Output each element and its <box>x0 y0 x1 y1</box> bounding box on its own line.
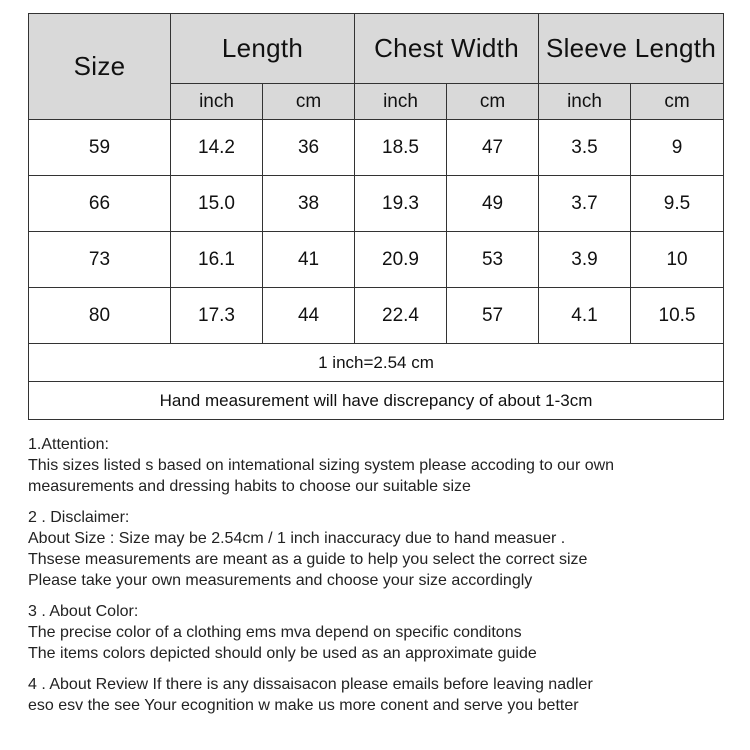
review-line: eso esv the see Your ecognition w make us more conent and serve you better <box>28 697 579 714</box>
unit-cell: inch <box>355 84 447 120</box>
unit-cell: inch <box>171 84 263 120</box>
size-cell: 59 <box>29 120 171 176</box>
unit-cell: cm <box>447 84 539 120</box>
header-sleeve-length: Sleeve Length <box>539 14 724 84</box>
color-line: The precise color of a clothing ems mva depend on specific conditons <box>28 624 522 641</box>
chest-cm-cell: 57 <box>447 288 539 344</box>
size-chart-table <box>28 13 724 420</box>
table-row <box>29 288 724 344</box>
size-cell: 80 <box>29 288 171 344</box>
length-inch-cell: 16.1 <box>171 232 263 288</box>
disclaimer-line: Thsese measurements are meant as a guide to help you select the correct size <box>28 551 588 568</box>
length-cm-cell: 38 <box>263 176 355 232</box>
table-row <box>29 120 724 176</box>
header-length: Length <box>171 14 355 84</box>
sleeve-cm-cell: 9 <box>631 120 724 176</box>
attention-section <box>28 434 738 497</box>
chest-cm-cell: 49 <box>447 176 539 232</box>
color-line: The items colors depicted should only be used as an approximate guide <box>28 645 537 662</box>
attention-line: measurements and dressing habits to choose our suitable size <box>28 478 471 495</box>
length-inch-cell: 17.3 <box>171 288 263 344</box>
sleeve-inch-cell: 3.7 <box>539 176 631 232</box>
length-cm-cell: 36 <box>263 120 355 176</box>
disclaimer-title: 2 . Disclaimer: <box>28 509 130 526</box>
sleeve-cm-cell: 9.5 <box>631 176 724 232</box>
sleeve-cm-cell: 10 <box>631 232 724 288</box>
header-size: Size <box>29 14 171 120</box>
conversion-note-row <box>29 344 724 382</box>
attention-title: 1.Attention: <box>28 436 109 453</box>
chest-inch-cell: 22.4 <box>355 288 447 344</box>
chest-inch-cell: 20.9 <box>355 232 447 288</box>
unit-cell: cm <box>631 84 724 120</box>
length-inch-cell: 14.2 <box>171 120 263 176</box>
notes-section <box>28 434 738 726</box>
size-cell: 66 <box>29 176 171 232</box>
header-chest-width: Chest Width <box>355 14 539 84</box>
sleeve-inch-cell: 3.5 <box>539 120 631 176</box>
length-cm-cell: 44 <box>263 288 355 344</box>
chest-inch-cell: 18.5 <box>355 120 447 176</box>
disclaimer-line: Please take your own measurements and choose your size accordingly <box>28 572 533 589</box>
unit-cell: cm <box>263 84 355 120</box>
review-line: 4 . About Review If there is any dissaisacon please emails before leaving nadler <box>28 676 593 693</box>
chest-inch-cell: 19.3 <box>355 176 447 232</box>
size-cell: 73 <box>29 232 171 288</box>
table-row <box>29 232 724 288</box>
table-header-row <box>29 14 724 84</box>
table-row <box>29 176 724 232</box>
sleeve-inch-cell: 4.1 <box>539 288 631 344</box>
disclaimer-line: About Size : Size may be 2.54cm / 1 inch inaccuracy due to hand measuer . <box>28 530 566 547</box>
sleeve-inch-cell: 3.9 <box>539 232 631 288</box>
attention-line: This sizes listed s based on intemational sizing system please accoding to our own <box>28 457 615 474</box>
color-title: 3 . About Color: <box>28 603 139 620</box>
chest-cm-cell: 53 <box>447 232 539 288</box>
length-inch-cell: 15.0 <box>171 176 263 232</box>
color-section <box>28 601 738 664</box>
review-section <box>28 674 738 716</box>
chest-cm-cell: 47 <box>447 120 539 176</box>
conversion-note: 1 inch=2.54 cm <box>29 344 724 382</box>
discrepancy-note-row <box>29 382 724 420</box>
sleeve-cm-cell: 10.5 <box>631 288 724 344</box>
discrepancy-note: Hand measurement will have discrepancy of about 1-3cm <box>29 382 724 420</box>
unit-cell: inch <box>539 84 631 120</box>
length-cm-cell: 41 <box>263 232 355 288</box>
disclaimer-section <box>28 507 738 591</box>
